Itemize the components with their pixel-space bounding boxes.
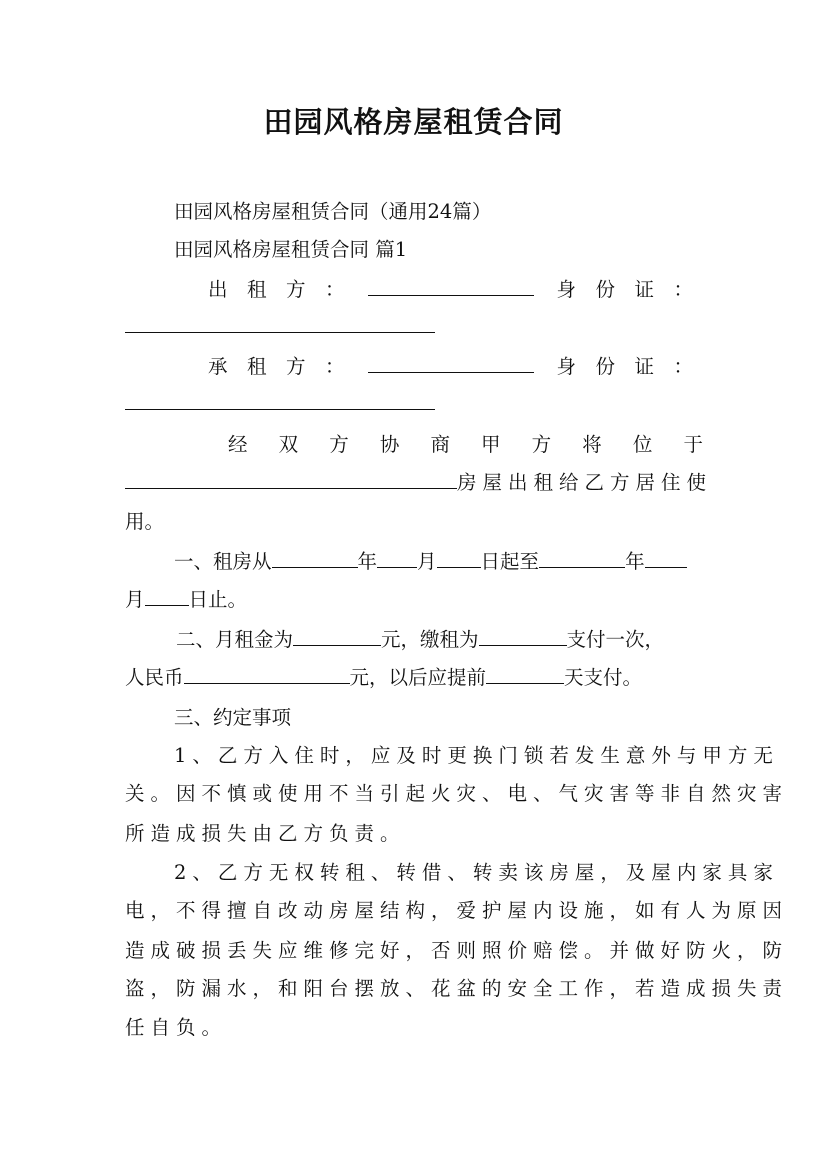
payment-cycle-blank xyxy=(479,623,567,646)
rent-line-2 xyxy=(125,661,705,695)
intro-char: 于 xyxy=(683,433,703,456)
term-day-end: 日止。 xyxy=(188,588,248,611)
intro-char: 方 xyxy=(531,433,552,456)
section-heading: 田园风格房屋租赁合同 篇1 xyxy=(174,238,408,261)
clause1-line: 所造成损失由乙方负责。 xyxy=(125,822,406,845)
rmb-label: 人民币 xyxy=(125,666,184,689)
rent-line-1 xyxy=(176,623,706,657)
clause1-line: 关。因不慎或使用不当引起火灾、电、气灾害等非自然灾害 xyxy=(125,782,789,805)
lessee-id-blank xyxy=(125,387,435,410)
intro-char: 方 xyxy=(329,433,349,456)
intro-line-3: 用。 xyxy=(125,510,165,533)
clause2-line: 任自负。 xyxy=(125,1016,228,1039)
intro-char: 位 xyxy=(632,433,653,456)
lessor-id-label: 身 份 证 ： xyxy=(556,278,693,301)
agreement-heading: 三、约定事项 xyxy=(174,706,292,729)
advance-days-blank xyxy=(486,661,564,684)
document-title: 田园风格房屋租赁合同 xyxy=(263,105,564,139)
lessor-id-row xyxy=(125,310,705,344)
clause1-line: 1、乙方入住时，应及时更换门锁若发生意外与甲方无 xyxy=(174,744,779,767)
intro-char: 协 xyxy=(379,433,400,456)
rent-yuan-label: 元，缴租为 xyxy=(381,628,479,651)
start-year-blank xyxy=(272,545,358,568)
clause2-line: 造成破损丢失应维修完好，否则照价赔偿。并做好防火，防 xyxy=(125,939,789,962)
term-year-label: 年 xyxy=(625,550,645,573)
clause2-line: 电，不得擅自改动房屋结构，爱护屋内设施，如有人为原因 xyxy=(125,899,789,922)
end-day-blank xyxy=(145,583,189,606)
term-line-1 xyxy=(174,545,705,579)
intro-char: 商 xyxy=(430,433,450,456)
clause2-line: 盗，防漏水，和阳台摆放、花盆的安全工作，若造成损失责 xyxy=(125,977,789,1000)
advance-label: 元，以后应提前 xyxy=(349,666,487,689)
intro-line-2 xyxy=(125,466,713,500)
clause2-line: 2、乙方无权转租、转借、转卖该房屋，及屋内家具家 xyxy=(174,861,779,884)
term-month-label: 月 xyxy=(417,550,437,573)
term-line-2 xyxy=(125,583,705,617)
rmb-amount-blank xyxy=(184,661,350,684)
lessor-label: 出 租 方 ： xyxy=(208,278,345,301)
start-day-blank xyxy=(437,545,481,568)
intro-line-1 xyxy=(228,428,703,462)
lessee-row xyxy=(208,350,693,384)
intro-char: 甲 xyxy=(481,433,501,456)
monthly-rent-blank xyxy=(293,623,381,646)
end-year-blank xyxy=(539,545,625,568)
intro-char: 双 xyxy=(278,433,299,456)
lessor-id-blank xyxy=(125,310,435,333)
lessor-row xyxy=(208,273,693,307)
term-prefix: 一、租房从 xyxy=(174,550,272,573)
term-month-label: 月 xyxy=(125,588,145,611)
term-year-label: 年 xyxy=(357,550,378,573)
term-day-label: 日起至 xyxy=(480,550,540,573)
intro-char: 经 xyxy=(228,433,248,456)
intro-text: 房屋出租给乙方居住使 xyxy=(457,471,713,494)
start-month-blank xyxy=(377,545,417,568)
lessor-name-blank xyxy=(368,273,534,296)
lessee-name-blank xyxy=(368,350,534,373)
lessee-id-row xyxy=(125,387,705,421)
rent-pay-label: 支付一次， xyxy=(566,628,665,651)
document-subtitle: 田园风格房屋租赁合同（通用24篇） xyxy=(174,200,492,223)
property-location-blank xyxy=(125,466,457,489)
intro-char: 将 xyxy=(582,433,602,456)
rent-prefix: 二、月租金为 xyxy=(176,628,294,651)
lessee-label: 承 租 方 ： xyxy=(208,355,345,378)
lessee-id-label: 身 份 证 ： xyxy=(556,355,693,378)
days-label: 天支付。 xyxy=(564,666,643,689)
end-month-blank xyxy=(645,545,687,568)
